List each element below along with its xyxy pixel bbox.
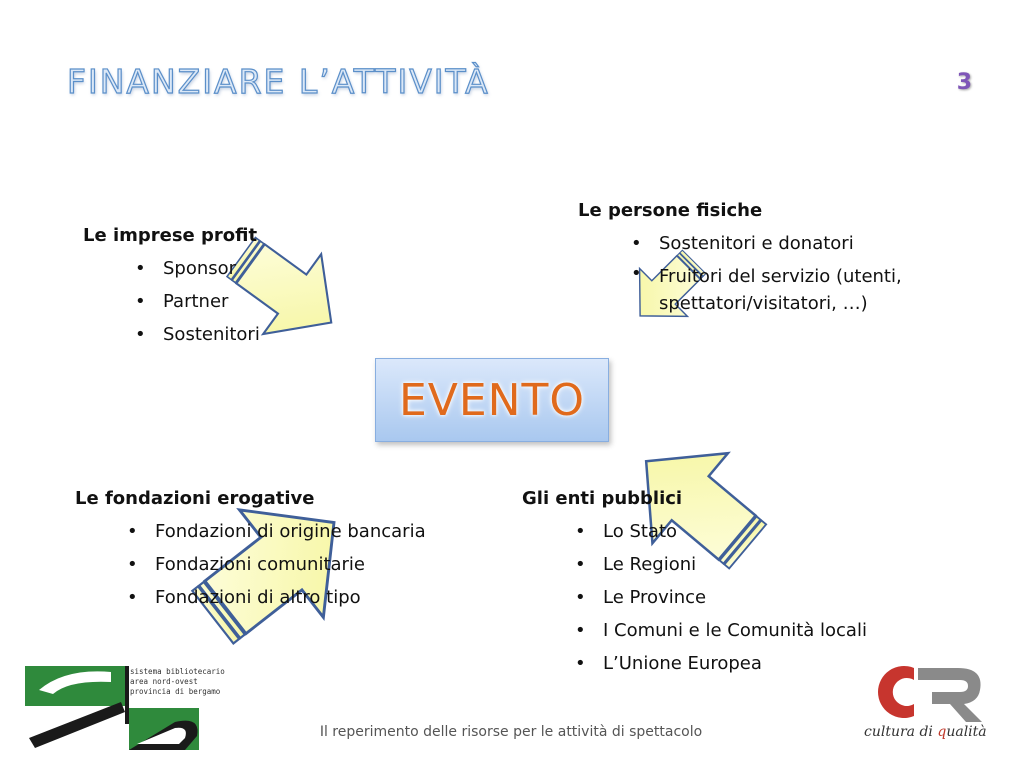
sb-logo-line: area nord-ovest [130,677,198,686]
bullet-list [659,227,929,317]
sb-logo-line: sistema bibliotecario [130,667,225,676]
cq-text-suffix: ualità [946,724,987,740]
sb-logo-text [130,667,225,697]
list-item: • Sostenitori [163,318,260,351]
group-enti-pubblici [522,488,867,680]
list-item: • Fruitori del servizio (utenti, spettatori/visitatori, …) [659,260,929,317]
cq-text-prefix: cultura di [864,724,938,740]
list-item: • Fondazioni di altro tipo [155,581,426,614]
cq-logo [862,660,984,724]
list-item: • Sponsor [163,252,260,285]
page-number: 3 [956,70,972,95]
evento-box [375,358,609,442]
list-item: • Partner [163,285,260,318]
footer-text: Il reperimento delle risorse per le attività di spettacolo [319,724,703,740]
group-imprese-profit [83,225,260,351]
group-heading: Le fondazioni erogative [75,488,315,509]
group-heading: Le persone fisiche [578,200,763,221]
list-item: • Lo Stato [603,515,867,548]
sb-logo-line: provincia di bergamo [130,687,221,696]
slide-title: FINANZIARE L’ATTIVITÀ [67,62,490,101]
evento-label: EVENTO [398,374,586,426]
list-item: • Sostenitori e donatori [659,227,929,260]
list-item: • I Comuni e le Comunità locali [603,614,867,647]
cq-logo-text [864,724,987,740]
group-heading: Le imprese profit [83,225,258,246]
list-item: • Fondazioni comunitarie [155,548,426,581]
group-heading: Gli enti pubblici [522,488,683,509]
group-persone-fisiche [578,200,929,317]
cq-text-q: q [937,724,947,740]
list-item: • L’Unione Europea [603,647,867,680]
list-item: • Fondazioni di origine bancaria [155,515,426,548]
bullet-list [163,252,260,351]
bullet-list [155,515,426,614]
bullet-list [603,515,867,680]
list-item: • Le Province [603,581,867,614]
group-fondazioni-erogative [75,488,426,614]
list-item: • Le Regioni [603,548,867,581]
